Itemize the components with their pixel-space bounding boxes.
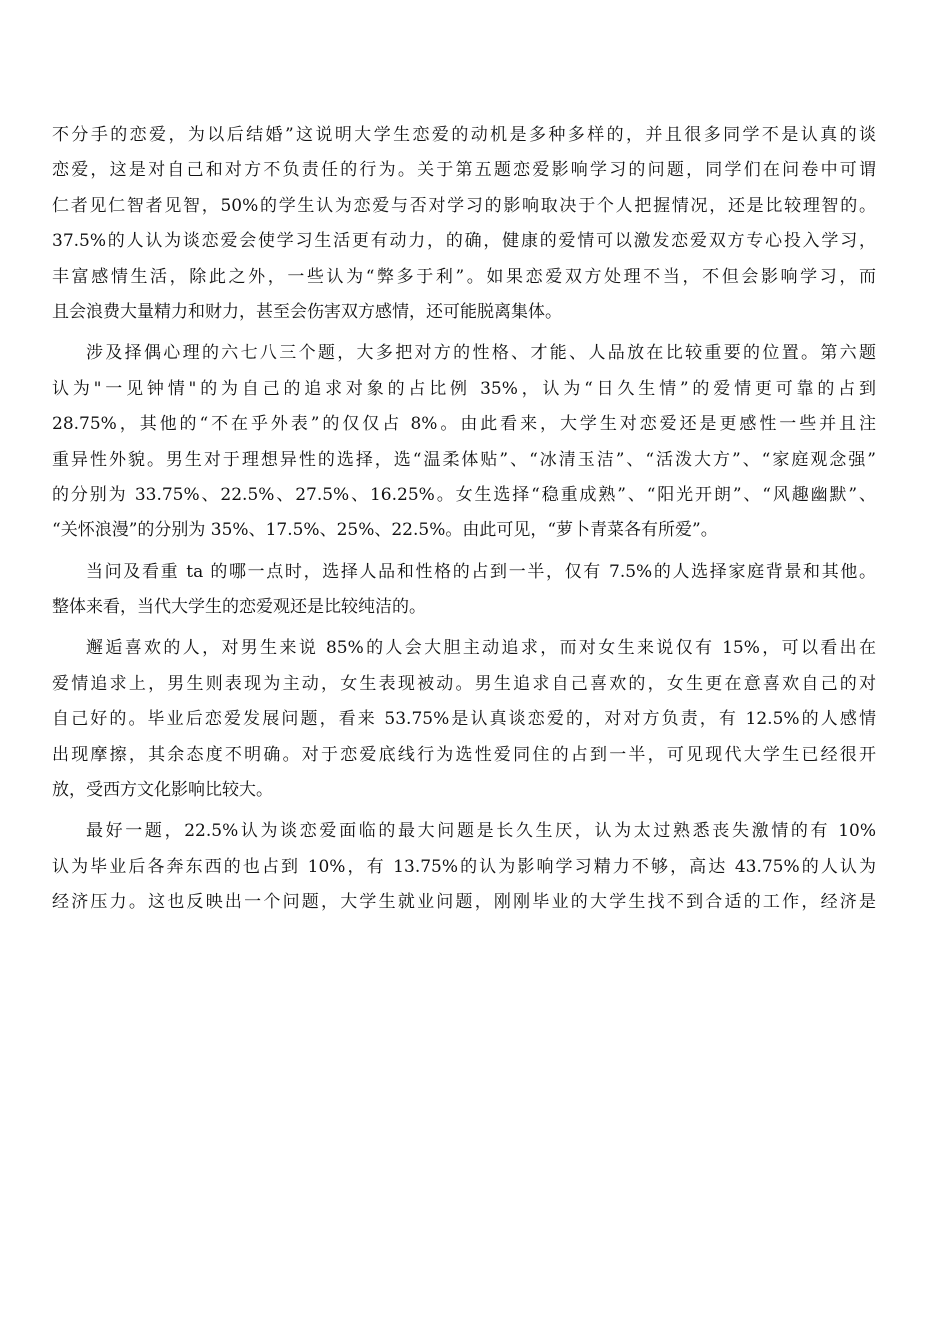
text-line: 邂逅喜欢的人，对男生来说 85%的人会大胆主动追求，而对女生来说仅有 15%，可以看出在 bbox=[86, 638, 876, 659]
text-line: 认为毕业后各奔东西的也占到 10%，有 13.75%的认为影响学习精力不够，高达 43.75%的人认为 bbox=[52, 856, 876, 877]
text-line: 28.75%，其他的“不在乎外表”的仅仅占 8%。由此看来，大学生对恋爱还是更感性一些并且注 bbox=[52, 414, 876, 435]
body-text bbox=[52, 118, 876, 921]
text-line: 丰富感情生活，除此之外，一些认为“弊多于利”。如果恋爱双方处理不当，不但会影响学习，而 bbox=[52, 266, 876, 287]
text-line: 的分别为 33.75%、22.5%、27.5%、16.25%。女生选择“稳重成熟”、“阳光开朗”、“风趣幽默”、 bbox=[52, 484, 876, 505]
text-line: 经济压力。这也反映出一个问题，大学生就业问题，刚刚毕业的大学生找不到合适的工作，经济是 bbox=[52, 892, 876, 913]
text-line: 恋爱，这是对自己和对方不负责任的行为。关于第五题恋爱影响学习的问题，同学们在问卷中可谓 bbox=[52, 160, 876, 181]
paragraph-1 bbox=[52, 118, 876, 330]
paragraph-4 bbox=[52, 631, 876, 808]
text-line: 不分手的恋爱，为以后结婚”这说明大学生恋爱的动机是多种多样的，并且很多同学不是认真的谈 bbox=[52, 125, 876, 145]
text-line: 最好一题，22.5%认为谈恋爱面临的最大问题是长久生厌，认为太过熟悉丧失激情的有 10% bbox=[86, 821, 876, 842]
paragraph-5 bbox=[52, 814, 876, 920]
text-line: 爱情追求上，男生则表现为主动，女生表现被动。男生追求自己喜欢的，女生更在意喜欢自己的对 bbox=[52, 673, 876, 694]
text-line: 涉及择偶心理的六七八三个题，大多把对方的性格、才能、人品放在比较重要的位置。第六题 bbox=[86, 343, 876, 364]
text-line: 仁者见仁智者见智，50%的学生认为恋爱与否对学习的影响取决于个人把握情况，还是比较理智的。 bbox=[52, 195, 876, 216]
text-line: 整体来看，当代大学生的恋爱观还是比较纯洁的。 bbox=[52, 597, 426, 618]
text-line: 重异性外貌。男生对于理想异性的选择，选“温柔体贴”、“冰清玉洁”、“活泼大方”、“家庭观念强” bbox=[52, 449, 876, 470]
text-line: 放，受西方文化影响比较大。 bbox=[52, 780, 273, 801]
text-line: 且会浪费大量精力和财力，甚至会伤害双方感情，还可能脱离集体。 bbox=[52, 301, 562, 322]
text-line: 出现摩擦，其余态度不明确。对于恋爱底线行为选性爱同住的占到一半，可见现代大学生已经很开 bbox=[52, 744, 876, 765]
text-line: 认为"一见钟情"的为自己的追求对象的占比例 35%，认为“日久生情”的爱情更可靠的占到 bbox=[52, 378, 876, 399]
paragraph-3 bbox=[52, 555, 876, 626]
text-line: “关怀浪漫”的分别为 35%、17.5%、25%、22.5%。由此可见，“萝卜青菜各有所爱”。 bbox=[52, 520, 718, 541]
text-line: 37.5%的人认为谈恋爱会使学习生活更有动力，的确，健康的爱情可以激发恋爱双方专心投入学习， bbox=[52, 231, 876, 252]
paragraph-2 bbox=[52, 336, 876, 548]
text-line: 当问及看重 ta 的哪一点时，选择人品和性格的占到一半，仅有 7.5%的人选择家庭背景和其他。 bbox=[86, 561, 876, 582]
text-line: 自己好的。毕业后恋爱发展问题，看来 53.75%是认真谈恋爱的，对对方负责，有 12.5%的人感情 bbox=[52, 709, 876, 730]
